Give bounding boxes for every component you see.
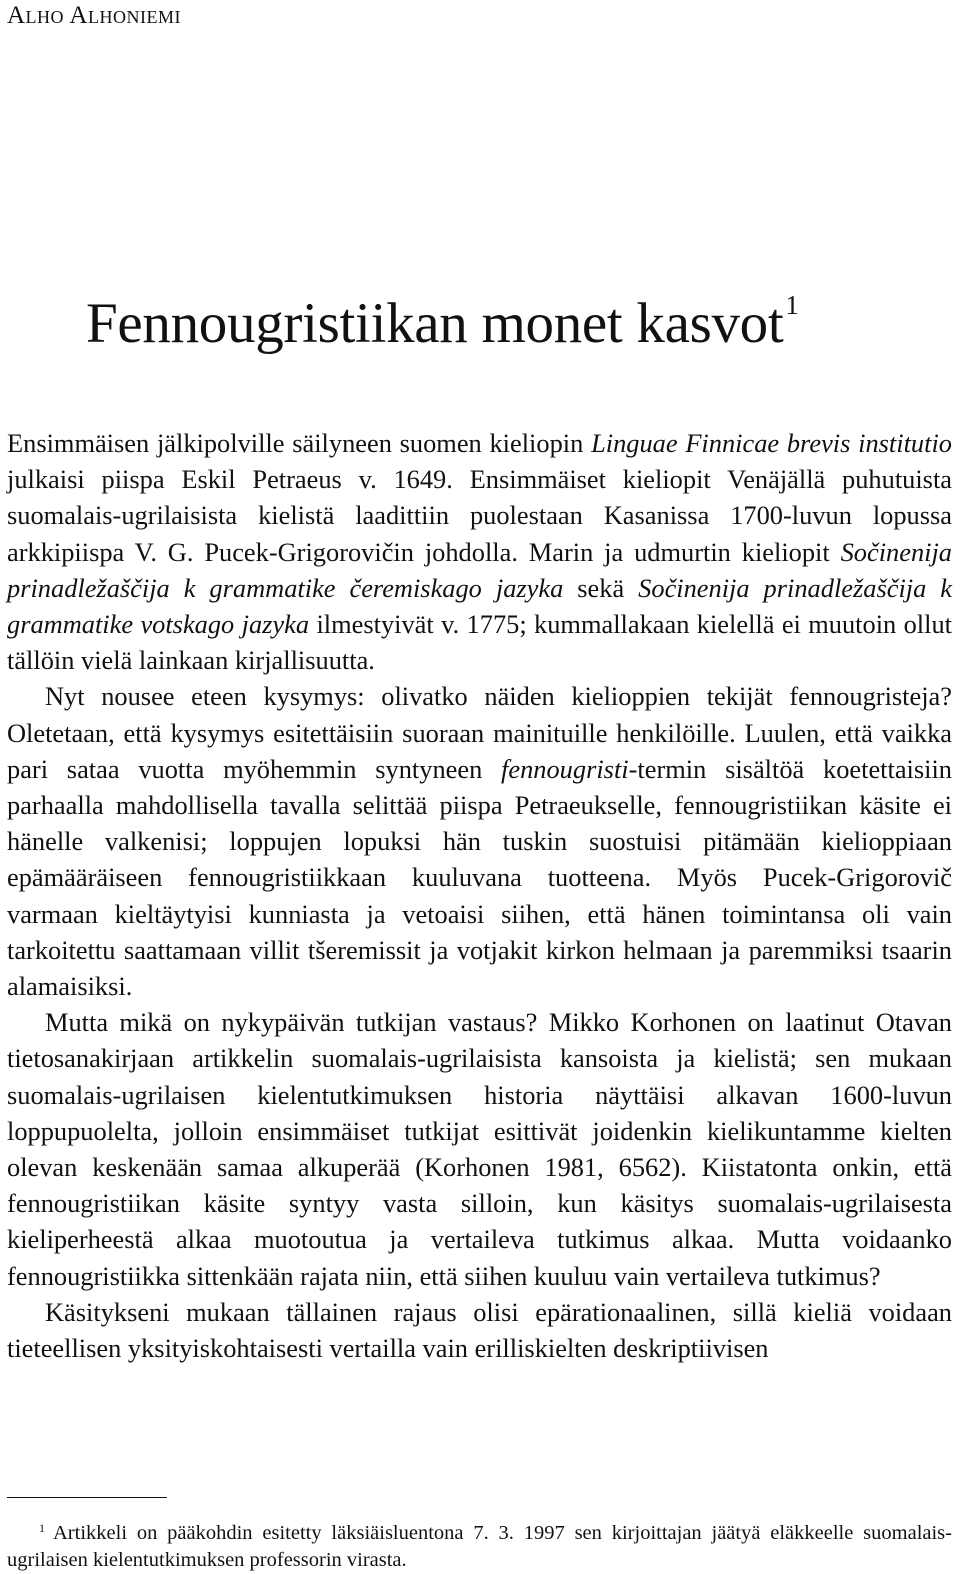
paragraph-text: Mutta mikä on nykypäivän tutkijan vastaus? Mikko Korhonen on laatinut Otavan tietosanakirjaan artikkelin suomalais-ugrilaisista kansoista ja kielistä; sen mukaan suomalais-ugrilaisen kielentutkimuksen historia näyttäisi alkavan 1600-luvun loppupuolelta, jolloin ensimmäiset tutkijat esittivät joidenkin kielikuntamme kielten olevan keskenään samaa alkuperää (Korhonen 1981, 6562). Kiistatonta onkin, että fennougristiikan käsite syntyy vasta silloin, kun käsitys suomalais-ugrilaisesta kieliperheestä alkaa muotoutua ja vertaileva tutkimus alkaa. Mutta voidaanko fennougristiikka sittenkään rajata niin, että siihen kuuluu vain vertaileva tutkimus? xyxy=(7,1007,952,1291)
footnote-divider xyxy=(7,1497,167,1498)
paragraph-4 xyxy=(7,1294,952,1366)
article-body xyxy=(7,425,952,1366)
paragraph-text: Käsitykseni mukaan tällainen rajaus olisi epärationaalinen, sillä kieliä voidaan tieteellisen yksityiskohtaisesti vertailla vain erilliskielten deskriptiivisen xyxy=(7,1296,952,1364)
paragraph-text: Ensimmäisen jälkipolville säilyneen suomen kieliopin xyxy=(7,428,592,458)
italic-title-cheremis-grammar: Sočinenija prinadležaščija k grammatike čeremiskago jazyka xyxy=(7,536,952,603)
paragraph-3 xyxy=(7,1004,952,1294)
paragraph-text: Nyt nousee eteen kysymys: olivatko näiden kielioppien tekijät fennougristeja? Oletetaan, että kysymys esitettäisiin suoraan mainituille henkilöille. Luulen, että vaikka pari sataa vuotta myöhemmin syntyneen xyxy=(7,681,952,784)
title-footnote-mark[interactable]: 1 xyxy=(785,290,799,320)
article-title xyxy=(86,290,799,356)
paragraph-text: sekä xyxy=(563,572,639,603)
paragraph-text: ilmestyivät v. 1775; kummallakaan kielellä ei muutoin ollut tällöin vielä lainkaan kirjallisuutta. xyxy=(7,609,952,676)
italic-title-linguae-finnicae: Linguae Finnicae brevis institutio xyxy=(591,428,952,458)
italic-title-votyak-grammar: Sočinenija prinadležaščija k grammatike votskago jazyka xyxy=(7,572,953,640)
footnote xyxy=(7,1515,952,1574)
footnote-text: Artikkeli on pääkohdin esitetty läksiäisluentona 7. 3. 1997 sen kirjoittajan jäätyä eläkkeelle suomalais-ugrilaisen kielentutkimuksen professorin virasta. xyxy=(7,1522,952,1571)
paragraph-2 xyxy=(7,678,952,1004)
article-title-text: Fennougristiikan monet kasvot xyxy=(86,292,784,355)
paragraph-text: -termin sisältöä koetettaisiin parhaalla mahdollisella tavalla selittää piispa Petraeukselle, fennougristiikan käsite ei hänelle valkenisi; loppujen lopuksi hän tuskin suostuisi pitämään kielioppiaan epämääräiseen fennougristiikkaan kuuluvana tuotteena. Myös Pucek-Grigorovič varmaan kieltäytyisi kunniasta ja vetoaisi siihen, että hänen toimintansa oli vain tarkoitettu saattamaan villit tšeremissit ja votjakit kirkon helmaan ja paremmiksi tsaarin alamaisiksi. xyxy=(7,753,952,1002)
paragraph-1 xyxy=(7,425,952,678)
paragraph-text: julkaisi piispa Eskil Petraeus v. 1649. Ensimmäiset kieliopit Venäjällä puhutuista suomalais-ugrilaisista kielistä laadittiin puolestaan Kasanissa 1700-luvun lopussa arkkipiispa V. G. Pucek-Grigorovičin johdolla. Marin ja udmurtin kieliopit xyxy=(7,464,952,567)
italic-term-fennougristi: fennougristi xyxy=(501,753,629,784)
running-head-author: Alho Alhoniemi xyxy=(7,2,181,29)
footnote-mark: 1 xyxy=(39,1521,45,1535)
